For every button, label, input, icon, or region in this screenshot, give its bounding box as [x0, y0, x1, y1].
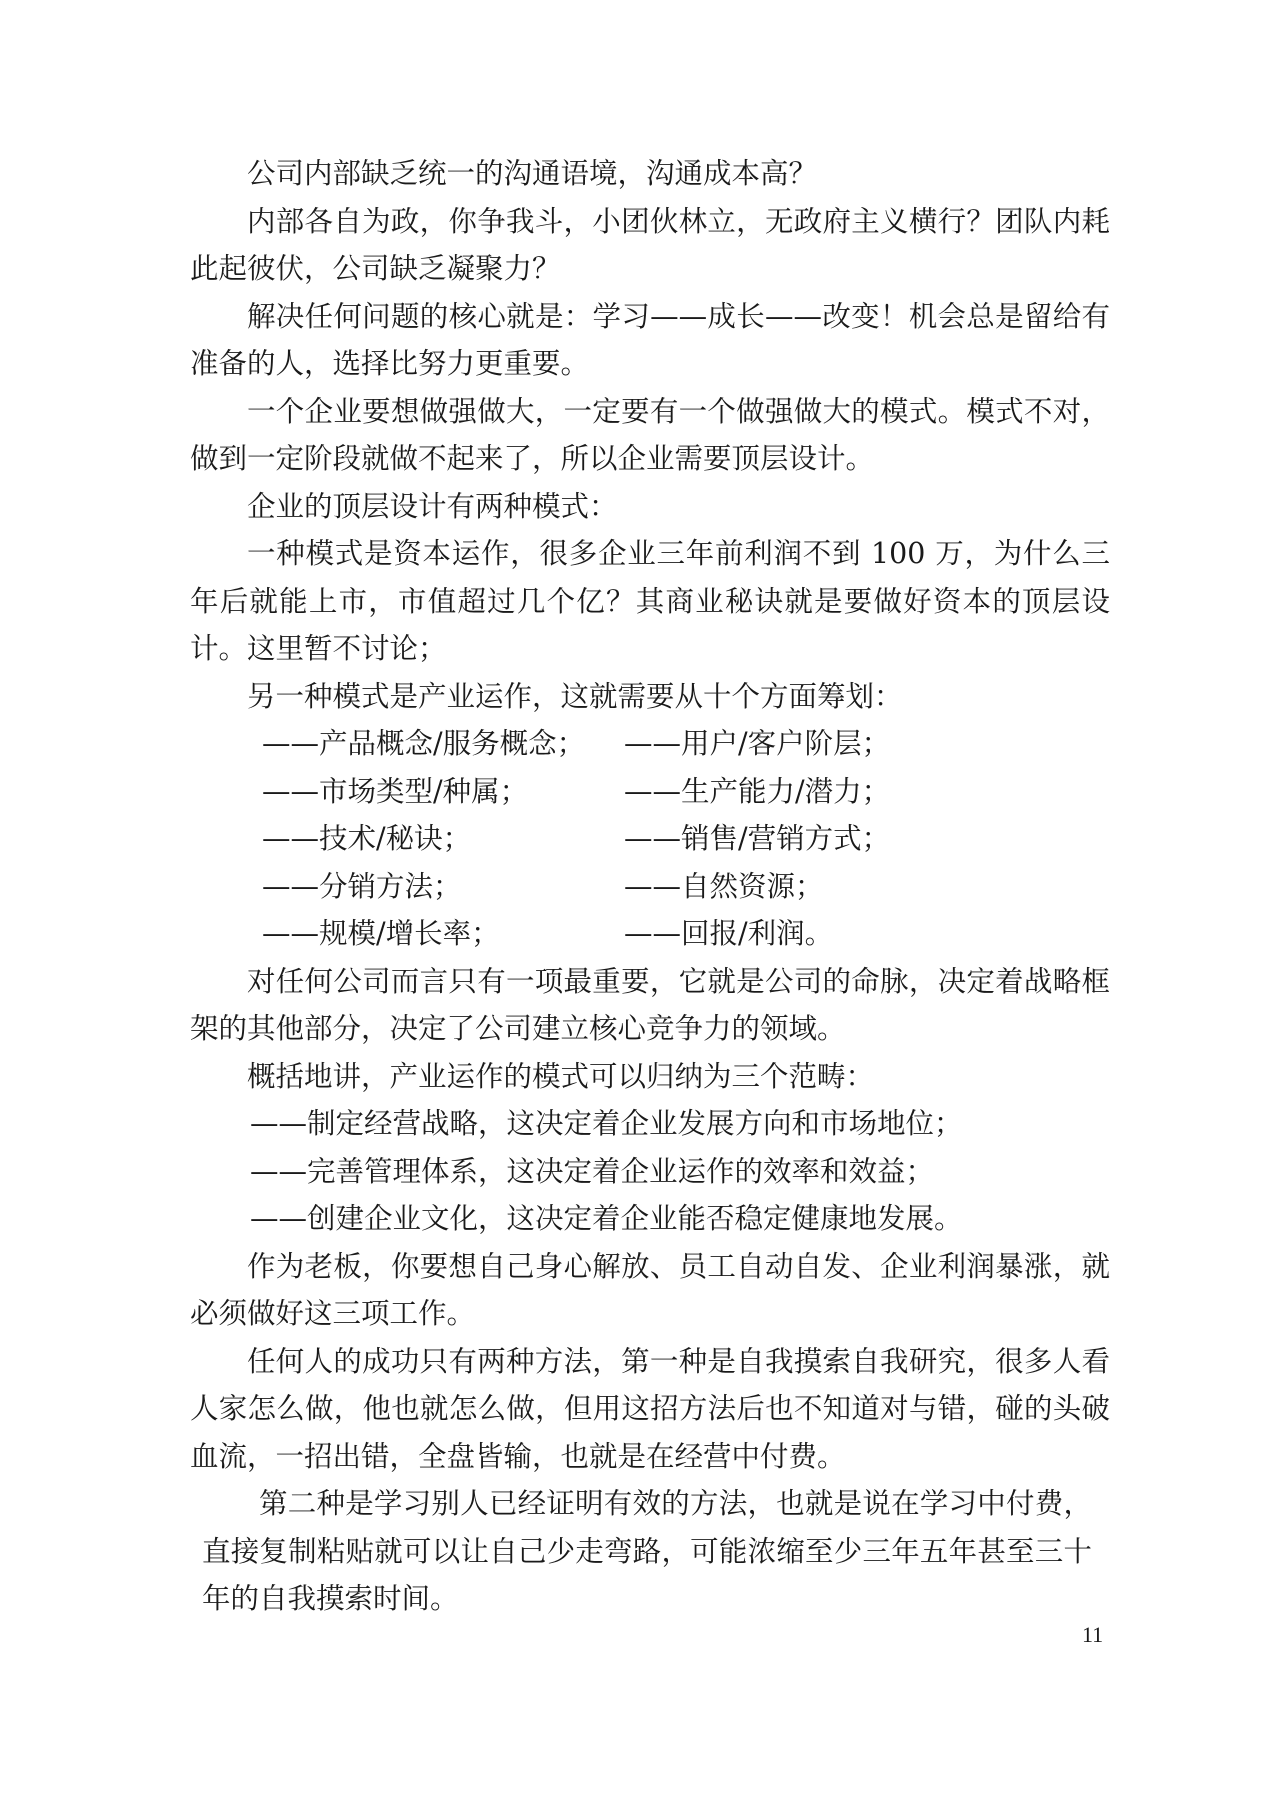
document-page — [190, 150, 1110, 1623]
ten-aspects-list — [190, 720, 1110, 958]
category-management: ——完善管理体系，这决定着企业运作的效率和效益； — [250, 1154, 935, 1188]
paragraph-lifeline: 对任何公司而言只有一项最重要，它就是公司的命脉，决定着战略框架的其他部分，决定了公司建立核心竞争力的领域。 — [190, 964, 1110, 1045]
category-culture: ——创建企业文化，这决定着企业能否稳定健康地发展。 — [250, 1202, 963, 1235]
aspect-left: ——规模/增长率； — [262, 917, 500, 950]
aspect-right: ——用户/客户阶层； — [624, 727, 891, 760]
aspect-left: ——分销方法； — [262, 869, 462, 903]
list-item — [190, 863, 1110, 911]
aspect-right: ——回报/利润。 — [624, 917, 834, 950]
aspect-left: ——技术/秘诀； — [262, 822, 472, 855]
paragraph-top-design-intro: 企业的顶层设计有两种模式： — [247, 489, 618, 523]
aspect-right: ——销售/营销方式； — [624, 822, 891, 855]
list-item — [190, 720, 1110, 768]
paragraph-three-categories-intro: 概括地讲，产业运作的模式可以归纳为三个范畴： — [247, 1059, 875, 1093]
list-item — [190, 815, 1110, 863]
paragraph-industry-operation: 另一种模式是产业运作，这就需要从十个方面筹划： — [247, 679, 903, 713]
paragraph-boss: 作为老板，你要想自己身心解放、员工自动自发、企业利润暴涨，就必须做好这三项工作。 — [190, 1249, 1110, 1330]
category-strategy: ——制定经营战略，这决定着企业发展方向和市场地位； — [250, 1107, 963, 1140]
paragraph-capital-operation: 一种模式是资本运作，很多企业三年前利润不到 100 万，为什么三年后就能上市，市值超过几个亿？其商业秘诀就是要做好资本的顶层设计。这里暂不讨论； — [190, 537, 1110, 665]
paragraph-model: 一个企业要想做强做大，一定要有一个做强做大的模式。模式不对，做到一定阶段就做不起来了，所以企业需要顶层设计。 — [190, 394, 1110, 475]
list-item — [190, 910, 1110, 958]
aspect-left: ——产品概念/服务概念； — [262, 727, 586, 760]
aspect-right: ——自然资源； — [624, 869, 824, 903]
paragraph-two-methods: 任何人的成功只有两种方法，第一种是自我摸索自我研究，很多人看人家怎么做，他也就怎么做，但用这招方法后也不知道对与错，碰的头破血流，一招出错，全盘皆输，也就是在经营中付费。 — [190, 1344, 1110, 1473]
paragraph-internal-conflict: 内部各自为政，你争我斗，小团伙林立，无政府主义横行？团队内耗此起彼伏，公司缺乏凝聚力？ — [190, 204, 1110, 285]
aspect-right: ——生产能力/潜力； — [624, 774, 891, 808]
paragraph-core-solution: 解决任何问题的核心就是：学习——成长——改变！机会总是留给有准备的人，选择比努力更重要。 — [190, 299, 1110, 380]
paragraph-second-method: 第二种是学习别人已经证明有效的方法，也就是说在学习中付费，直接复制粘贴就可以让自己少走弯路，可能浓缩至少三年五年甚至三十年的自我摸索时间。 — [202, 1487, 1092, 1615]
page-number: 11 — [1082, 1622, 1104, 1647]
aspect-left: ——市场类型/种属； — [262, 774, 529, 808]
paragraph-communication: 公司内部缺乏统一的沟通语境，沟通成本高？ — [247, 157, 818, 190]
list-item — [190, 768, 1110, 816]
three-categories-list — [190, 1100, 1110, 1243]
